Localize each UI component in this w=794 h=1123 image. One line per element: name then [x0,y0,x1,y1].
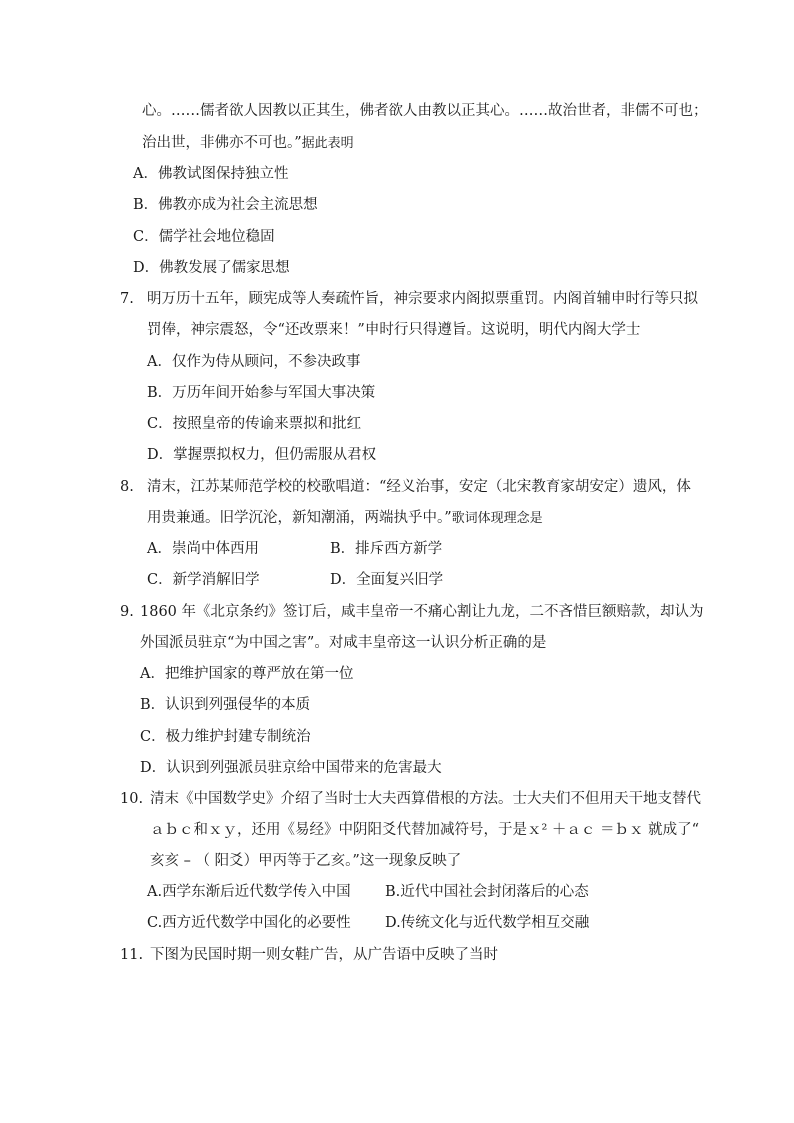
q9-option-a: A．把维护国家的尊严放在第一位 [140,666,354,682]
q7-option-c: C．按照皇帝的传谕来票拟和批红 [147,416,362,432]
q10-stem-line1: 清末《中国数学史》介绍了当时士大夫西算借根的方法。士大夫们不但用天干地支替代 [150,791,701,807]
q10-option-b: B.近代中国社会封闭落后的心态 [385,884,589,900]
q11-stem-line1: 下图为民国时期一则女鞋广告，从广告语中反映了当时 [150,947,498,963]
q6-option-d: D．佛教发展了儒家思想 [133,260,290,276]
q9-option-c: C．极力维护封建专制统治 [140,729,311,745]
q9-option-d: D．认识到列强派员驻京给中国带来的危害最大 [140,760,442,776]
q6-stem-line2 [142,133,354,154]
q6-stem-line1: 心。……儒者欲人因教以正其生，佛者欲人由教以正其心。……故治世者，非儒不可也； [142,103,708,119]
q6-stem-line2-text: 治出世，非佛亦不可也。” [142,135,302,151]
q7-number: 7. [120,291,134,307]
q8-stem-line2-text: 用贵兼通。旧学沉沦，新知潮涌，两端执乎中。” [147,510,452,526]
q6-stem-line2-tail: 据此表明 [301,136,354,151]
q9-option-b: B．认识到列强侵华的本质 [140,697,311,713]
q10-number: 10. [120,791,144,807]
q9-stem-line2: 外国派员驻京“为中国之害”。对咸丰皇帝这一认识分析正确的是 [140,635,547,651]
q7-option-a: A．仅作为侍从顾问，不参决政事 [147,354,361,370]
q7-option-b: B．万历年间开始参与军国大事决策 [147,385,376,401]
q10-stem-line3: 亥亥 – （ 阳爻）甲丙等于乙亥。”这一现象反映了 [150,853,462,869]
q10-option-d: D.传统文化与近代数学相互交融 [385,915,590,931]
q10-stem-line2: ａｂｃ和ｘｙ，还用《易经》中阴阳爻代替加减符号，于是ｘ² ＋ａｃ ＝ｂｘ 就成了“ [150,822,700,838]
q7-stem-line1: 明万历十五年，顾宪成等人奏疏忤旨，神宗要求内阁拟票重罚。内阁首辅申时行等只拟 [147,291,698,307]
q8-stem-line2-tail: 歌词体现理念是 [451,511,543,526]
q6-option-b: B．佛教亦成为社会主流思想 [133,197,318,213]
q10-option-a: A.西学东渐后近代数学传入中国 [147,884,351,900]
q8-stem-line2 [147,508,543,529]
q9-stem-line1: 1860 年《北京条约》签订后，咸丰皇帝一不痛心割让九龙，二不吝惜巨额赔款，却认为 [140,604,704,620]
q8-number: 8. [120,479,134,495]
q11-number: 11. [120,947,144,963]
q8-option-d: D．全面复兴旧学 [330,572,444,588]
q8-option-c: C．新学消解旧学 [147,572,260,588]
q8-option-b: B．排斥西方新学 [330,541,443,557]
q9-number: 9. [120,604,134,620]
q10-option-c: C.西方近代数学中国化的必要性 [147,915,351,931]
q7-option-d: D．掌握票拟权力，但仍需服从君权 [147,447,377,463]
q6-option-a: A．佛教试图保持独立性 [133,166,289,182]
q6-option-c: C．儒学社会地位稳固 [133,229,275,245]
q8-stem-line1: 清末，江苏某师范学校的校歌唱道：“经义治事，安定（北宋教育家胡安定）遗风，体 [147,479,691,495]
q8-option-a: A．崇尚中体西用 [147,541,259,557]
q7-stem-line2: 罚俸，神宗震怒，令“还改票来！”申时行只得遵旨。这说明，明代内阁大学士 [147,322,641,338]
